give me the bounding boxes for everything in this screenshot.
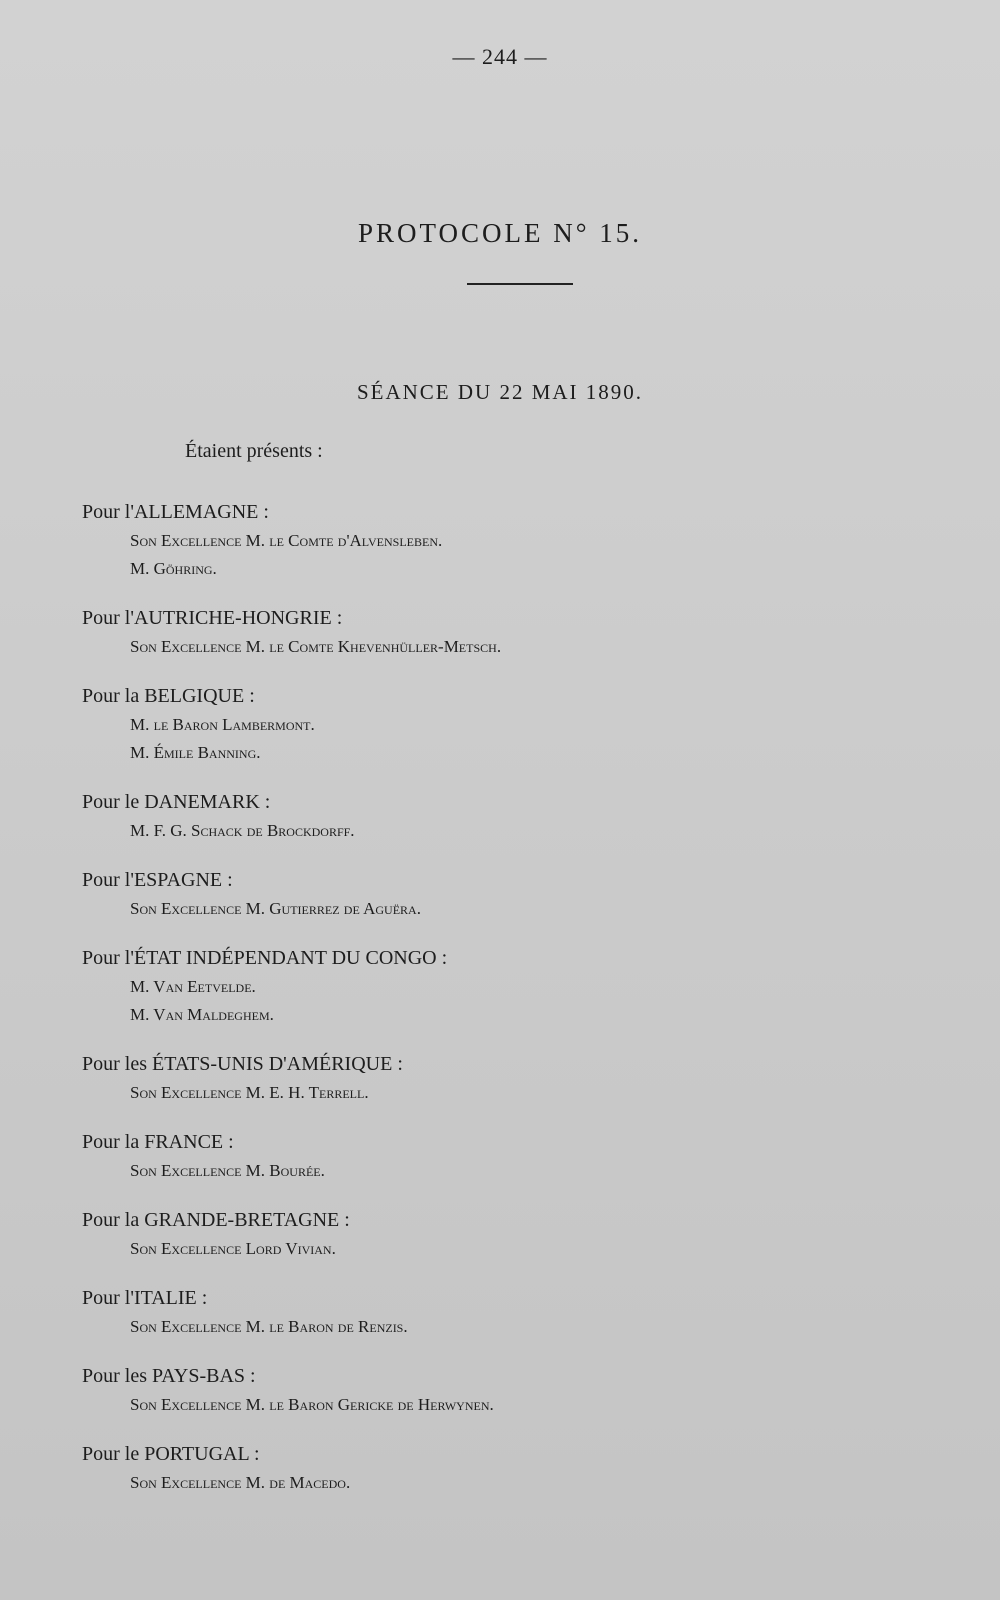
delegate-name: Son Excellence M. Gutierrez de Aguëra.: [130, 899, 421, 918]
delegate-name: Son Excellence M. le Baron Gericke de Herwynen.: [130, 1395, 494, 1414]
delegate-name: Son Excellence M. le Comte Khevenhüller-Metsch.: [130, 637, 502, 656]
country-heading: Pour les ÉTATS-UNIS D'AMÉRIQUE :: [82, 1053, 403, 1075]
delegation-group: [82, 1049, 962, 1107]
delegate-name: Son Excellence M. E. H. Terrell.: [130, 1083, 369, 1102]
delegation-group: [82, 497, 962, 583]
delegate-name: M. Émile Banning.: [130, 743, 261, 762]
delegation-group: [82, 787, 962, 845]
delegation-group: [82, 943, 962, 1029]
delegate-name: M. F. G. Schack de Brockdorff.: [130, 821, 355, 840]
country-heading: Pour les PAYS-BAS :: [82, 1365, 256, 1387]
delegation-group: [82, 1439, 962, 1497]
delegation-group: [82, 603, 962, 661]
delegation-group: [82, 1361, 962, 1419]
delegate-name: M. Van Eetvelde.: [130, 977, 256, 996]
country-heading: Pour l'ESPAGNE :: [82, 869, 233, 891]
country-heading: Pour l'ITALIE :: [82, 1287, 208, 1309]
delegate-name: Son Excellence M. le Comte d'Alvensleben.: [130, 531, 443, 550]
delegate-name: M. Göhring.: [130, 559, 217, 578]
delegate-name: M. Van Maldeghem.: [130, 1005, 274, 1024]
country-heading: Pour la BELGIQUE :: [82, 685, 255, 707]
delegate-name: Son Excellence Lord Vivian.: [130, 1239, 336, 1258]
country-heading: Pour la FRANCE :: [82, 1131, 234, 1153]
country-heading: Pour l'ALLEMAGNE :: [82, 501, 269, 523]
delegation-group: [82, 1283, 962, 1341]
country-heading: Pour l'AUTRICHE-HONGRIE :: [82, 607, 343, 629]
session-date: SÉANCE DU 22 MAI 1890.: [356, 380, 644, 404]
delegation-group: [82, 865, 962, 923]
delegate-name: Son Excellence M. le Baron de Renzis.: [130, 1317, 408, 1336]
page-number: — 244 —: [452, 44, 548, 69]
present-label: Étaient présents :: [185, 440, 323, 462]
protocol-title: PROTOCOLE N° 15.: [357, 218, 643, 248]
delegation-group: [82, 1205, 962, 1263]
delegate-name: Son Excellence M. Bourée.: [130, 1161, 325, 1180]
country-heading: Pour le PORTUGAL :: [82, 1443, 260, 1465]
delegation-group: [82, 681, 962, 767]
country-heading: Pour la GRANDE-BRETAGNE :: [82, 1209, 350, 1231]
delegate-name: M. le Baron Lambermont.: [130, 715, 315, 734]
delegation-list: [82, 497, 962, 1517]
title-rule: [467, 283, 573, 285]
country-heading: Pour le DANEMARK :: [82, 791, 271, 813]
delegate-name: Son Excellence M. de Macedo.: [130, 1473, 351, 1492]
delegation-group: [82, 1127, 962, 1185]
country-heading: Pour l'ÉTAT INDÉPENDANT DU CONGO :: [82, 947, 448, 969]
